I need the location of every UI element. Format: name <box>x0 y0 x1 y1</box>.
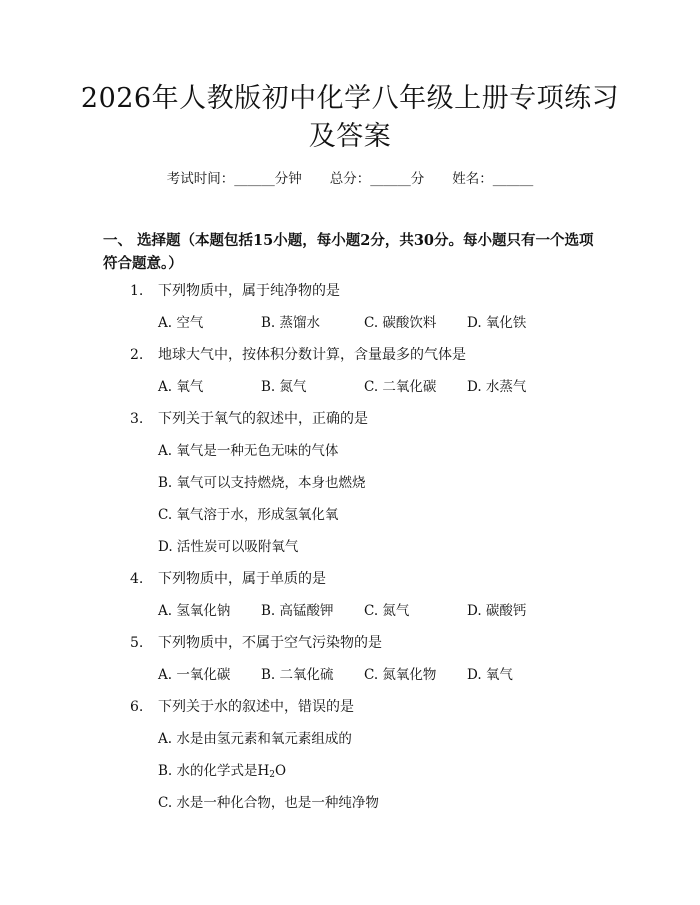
question-stem <box>130 569 326 589</box>
option: D. 水蒸气 <box>467 379 527 395</box>
score-label: 总分： <box>329 171 371 187</box>
question-number: 5. <box>130 635 144 651</box>
time-blank: ______ <box>234 171 275 187</box>
option-formula <box>158 761 286 785</box>
question-text: 下列物质中，属于单质的是 <box>158 571 326 587</box>
question-text: 下列物质中，不属于空气污染物的是 <box>158 635 382 651</box>
option: B. 氧气可以支持燃烧，本身也燃烧 <box>158 475 366 491</box>
question-number: 4. <box>130 571 144 587</box>
option: D. 氧化铁 <box>467 315 527 331</box>
score-unit: 分 <box>410 171 425 187</box>
option: D. 氧气 <box>467 667 513 683</box>
formula-subscript: 2 <box>269 770 276 780</box>
document-title <box>60 80 640 156</box>
question-text: 地球大气中，按体积分数计算，含量最多的气体是 <box>158 347 466 363</box>
section-heading: 一、 选择题（本题包括15小题，每小题2分，共30分。每小题只有一个选项符合题意。） <box>103 232 594 272</box>
question-text: 下列关于氧气的叙述中，正确的是 <box>158 411 368 427</box>
option: B. 氮气 <box>261 379 307 395</box>
question-text: 下列关于水的叙述中，错误的是 <box>158 699 354 715</box>
question-number: 2. <box>130 347 144 363</box>
option: C. 氧气溶于水，形成氢氧化氧 <box>158 507 339 523</box>
question-stem <box>130 345 466 365</box>
option: A. 氧气是一种无色无味的气体 <box>158 443 339 459</box>
option: D. 活性炭可以吸附氧气 <box>158 539 299 555</box>
name-label: 姓名： <box>452 171 493 187</box>
title-line-2: 及答案 <box>308 121 392 152</box>
option: A. 氢氧化钠 <box>158 603 231 619</box>
question-number: 1. <box>130 283 144 299</box>
option: A. 水是由氢元素和氧元素组成的 <box>158 731 352 747</box>
formula-tail: O <box>275 763 287 779</box>
time-label: 考试时间： <box>166 171 235 187</box>
options-row <box>158 377 570 397</box>
exam-meta <box>0 167 700 187</box>
option: B. 高锰酸钾 <box>261 603 334 619</box>
option-text: B. 水的化学式是H <box>158 763 270 779</box>
option: A. 一氧化碳 <box>158 667 231 683</box>
options-row <box>158 665 570 685</box>
title-line-1: 2026年人教版初中化学八年级上册专项练习 <box>80 83 620 114</box>
question-text: 下列物质中，属于纯净物的是 <box>158 283 340 299</box>
option: B. 二氧化硫 <box>261 667 334 683</box>
options-row <box>158 601 570 621</box>
option: C. 水是一种化合物，也是一种纯净物 <box>158 795 379 811</box>
option: A. 空气 <box>158 315 204 331</box>
options-row <box>158 313 570 333</box>
option: C. 氮气 <box>364 603 410 619</box>
question-stem <box>130 409 368 429</box>
option: B. 蒸馏水 <box>261 315 321 331</box>
option: C. 氮氧化物 <box>364 667 437 683</box>
score-blank: ______ <box>370 171 411 187</box>
option: A. 氧气 <box>158 379 204 395</box>
question-stem <box>130 281 340 301</box>
question-stem <box>130 697 354 717</box>
question-stem <box>130 633 382 653</box>
option: C. 碳酸饮料 <box>364 315 437 331</box>
option: C. 二氧化碳 <box>364 379 437 395</box>
option: D. 碳酸钙 <box>467 603 527 619</box>
question-number: 6. <box>130 699 144 715</box>
question-number: 3. <box>130 411 144 427</box>
time-unit: 分钟 <box>274 171 302 187</box>
name-blank: ______ <box>492 171 534 187</box>
